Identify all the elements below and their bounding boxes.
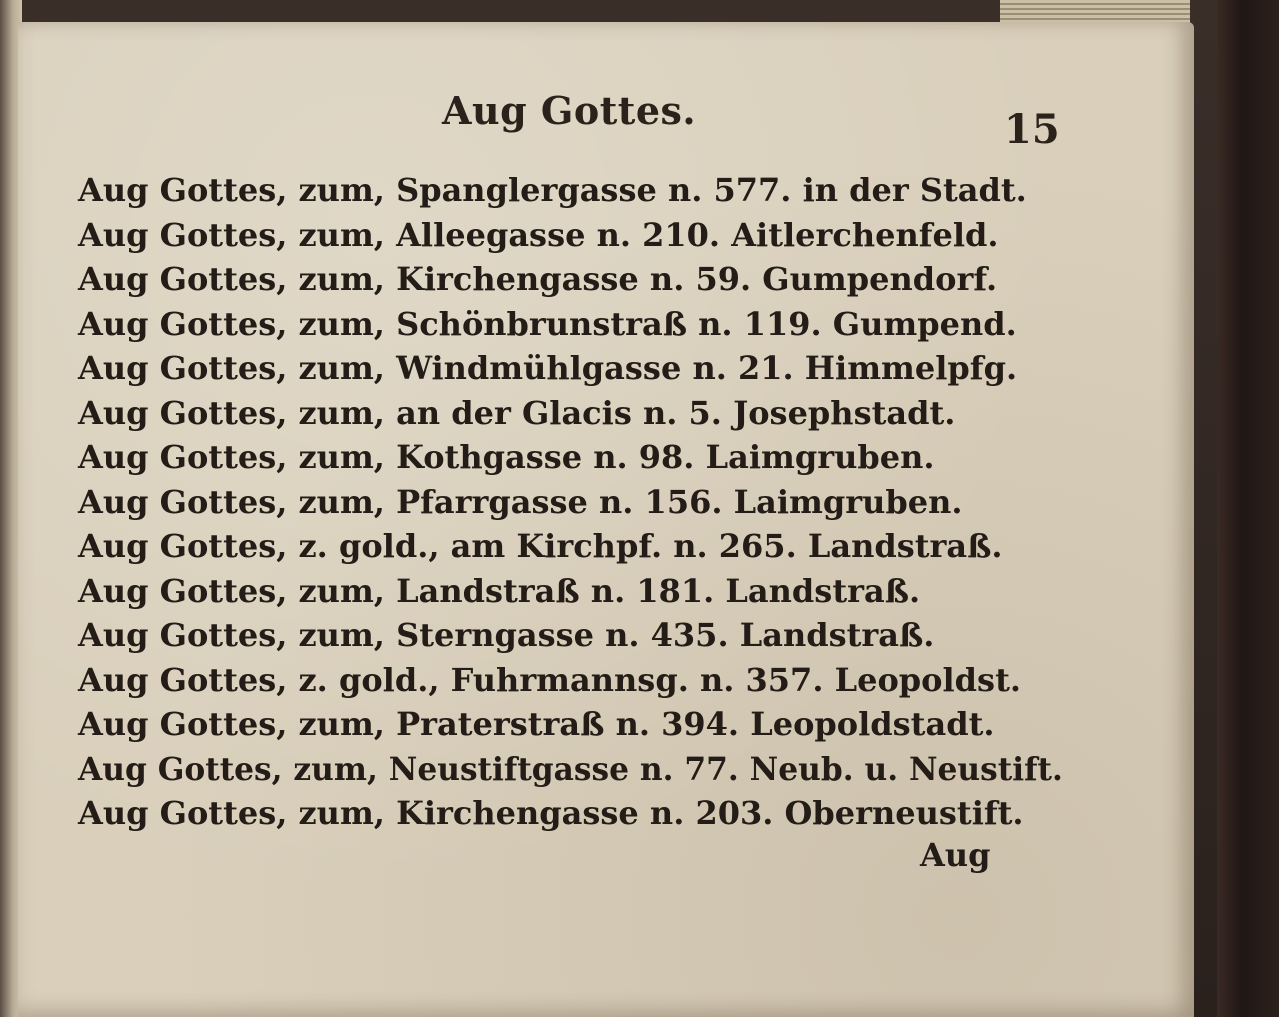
catchword: Aug — [920, 836, 991, 874]
entry-line: Aug Gottes, zum, Schönbrunstraß n. 119. Gumpend. — [78, 304, 1017, 343]
entry-line: Aug Gottes, zum, Pfarrgasse n. 156. Laimgruben. — [78, 482, 963, 521]
entry-line: Aug Gottes, zum, Praterstraß n. 394. Leopoldstadt. — [78, 705, 995, 743]
entry-line: Aug Gottes, z. gold., Fuhrmannsg. n. 357. Leopoldst. — [78, 660, 1021, 699]
entry-line: Aug Gottes, z. gold., am Kirchpf. n. 265. Landstraß. — [78, 527, 1003, 565]
entry-line: Aug Gottes, zum, Kirchengasse n. 203. Oberneustift. — [78, 794, 1024, 832]
entry-line: Aug Gottes, zum, Kothgasse n. 98. Laimgruben. — [78, 438, 935, 476]
entry-line: Aug Gottes, zum, Spanglergasse n. 577. in der Stadt. — [78, 171, 1027, 209]
entry-line: Aug Gottes, zum, Landstraß n. 181. Landstraß. — [78, 571, 921, 610]
entry-line: Aug Gottes, zum, Windmühlgasse n. 21. Himmelpfg. — [78, 349, 1018, 387]
entry-line: Aug Gottes, zum, Kirchengasse n. 59. Gumpendorf. — [78, 260, 998, 298]
entry-line: Aug Gottes, zum, an der Glacis n. 5. Josephstadt. — [78, 393, 956, 432]
entry-line: Aug Gottes, zum, Sterngasse n. 435. Landstraß. — [78, 616, 935, 654]
running-head: Aug Gottes. — [442, 88, 697, 133]
entry-line: Aug Gottes, zum, Neustiftgasse n. 77. Neub. u. Neustift. — [78, 749, 1063, 788]
entry-list — [78, 168, 1088, 836]
page-number: 15 — [1004, 106, 1060, 153]
entry-line: Aug Gottes, zum, Alleegasse n. 210. Aitlerchenfeld. — [78, 215, 999, 254]
book-binding — [1217, 0, 1279, 1017]
